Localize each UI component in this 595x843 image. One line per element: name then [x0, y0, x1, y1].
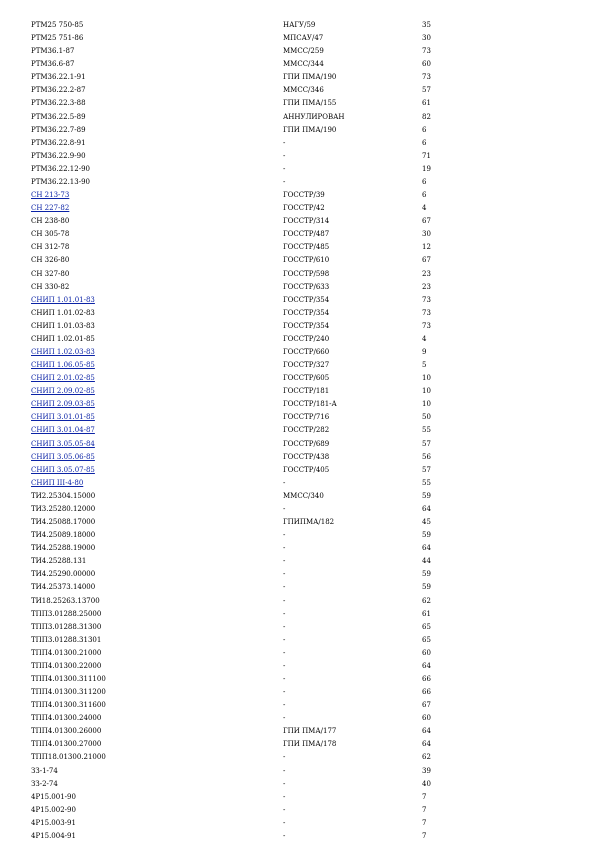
document-code: ТПП4.01300.27000 [31, 740, 102, 749]
number-cell: 45 [422, 518, 431, 527]
reference-cell: АННУЛИРОВАН [283, 112, 345, 121]
reference-cell: - [283, 701, 286, 710]
document-code: РТМ36.22.3-88 [31, 99, 86, 108]
table-row [0, 372, 595, 385]
number-cell: 62 [422, 596, 431, 605]
reference-cell: ГПИ ПМА/190 [283, 73, 337, 82]
reference-cell: ГПИ ПМА/190 [283, 125, 337, 134]
document-code: ТИ4.25089.18000 [31, 531, 96, 540]
document-code: СН 326-80 [31, 256, 70, 265]
reference-cell: - [283, 570, 286, 579]
table-row [0, 111, 595, 124]
number-cell: 4 [422, 334, 427, 343]
document-code: СНИП 1.02.01-85 [31, 334, 95, 343]
table-row [0, 477, 595, 490]
number-cell: 57 [422, 465, 431, 474]
document-code: ТИ2.25304.15000 [31, 491, 96, 500]
number-cell: 59 [422, 491, 431, 500]
document-code: СНИП 1.01.02-83 [31, 308, 95, 317]
table-row [0, 725, 595, 738]
number-cell: 67 [422, 217, 431, 226]
table-row [0, 751, 595, 764]
table-row [0, 268, 595, 281]
document-code: СН 238-80 [31, 217, 70, 226]
reference-cell: ГПИ ПМА/177 [283, 727, 337, 736]
table-row [0, 385, 595, 398]
number-cell: 71 [422, 151, 431, 160]
number-cell: 39 [422, 766, 431, 775]
reference-cell: - [283, 831, 286, 840]
number-cell: 9 [422, 348, 427, 356]
document-code: ТПП18.01300.21000 [31, 753, 106, 762]
number-cell: 67 [422, 256, 431, 265]
document-code: ТИ4.25290.00000 [31, 570, 96, 579]
number-cell: 65 [422, 635, 431, 644]
reference-cell: - [283, 635, 286, 644]
number-cell: 6 [422, 138, 427, 147]
table-row [0, 241, 595, 254]
document-code: ТПП4.01300.311200 [31, 688, 106, 697]
table-row [0, 124, 595, 137]
number-cell: 60 [422, 714, 431, 723]
table-row [0, 163, 595, 176]
number-cell: 7 [422, 831, 427, 840]
reference-cell: ГОССТР/405 [283, 465, 330, 474]
table-row [0, 621, 595, 634]
reference-cell: ГПИПМА/182 [283, 518, 335, 527]
document-code: ТПП3.01288.31300 [31, 622, 102, 631]
table-row [0, 137, 595, 150]
number-cell: 60 [422, 60, 431, 69]
reference-cell: ГОССТР/485 [283, 243, 330, 252]
reference-cell: ММСС/259 [283, 47, 324, 56]
document-code-link[interactable]: СНИП 1.02.03-83 [31, 348, 95, 356]
reference-cell: - [283, 138, 286, 147]
reference-cell: - [283, 177, 286, 186]
document-code-link[interactable]: СНИП 3.01.04-87 [31, 426, 95, 435]
number-cell: 73 [422, 47, 431, 56]
number-cell: 64 [422, 544, 431, 553]
reference-cell: - [283, 164, 286, 173]
number-cell: 73 [422, 308, 431, 317]
document-code: ЗЗ-1-74 [31, 766, 58, 775]
number-cell: 73 [422, 295, 431, 304]
document-code-link[interactable]: СНИП 2.09.02-85 [31, 387, 95, 396]
reference-cell: ГПИ ПМА/178 [283, 740, 337, 749]
table-row [0, 71, 595, 84]
number-cell: 6 [422, 191, 427, 200]
number-cell: 64 [422, 727, 431, 736]
table-row [0, 765, 595, 778]
number-cell: 64 [422, 740, 431, 749]
number-cell: 4 [422, 204, 427, 213]
document-code: СН 330-82 [31, 282, 70, 291]
document-code-link[interactable]: СНИП III-4-80 [31, 478, 84, 487]
table-row [0, 411, 595, 424]
table-row [0, 424, 595, 437]
reference-cell: - [283, 714, 286, 723]
reference-cell: ГОССТР/633 [283, 282, 330, 291]
reference-cell: - [283, 766, 286, 775]
number-cell: 66 [422, 688, 431, 697]
reference-cell: - [283, 544, 286, 553]
number-cell: 19 [422, 164, 431, 173]
reference-cell: ГОССТР/327 [283, 361, 330, 370]
reference-cell: ГОССТР/354 [283, 295, 330, 304]
number-cell: 55 [422, 426, 431, 435]
document-code: РТМ36.22.5-89 [31, 112, 86, 121]
table-row [0, 84, 595, 97]
number-cell: 12 [422, 243, 431, 252]
reference-cell: ГОССТР/181-А [283, 400, 337, 409]
reference-cell: - [283, 792, 286, 801]
table-row [0, 215, 595, 228]
table-row [0, 634, 595, 647]
document-code: СН 327-80 [31, 269, 70, 278]
reference-cell: ГОССТР/689 [283, 439, 330, 448]
document-code: СН 305-78 [31, 230, 70, 239]
number-cell: 23 [422, 269, 431, 278]
number-cell: 66 [422, 675, 431, 683]
reference-cell: - [283, 688, 286, 697]
document-code: РТМ36.22.13-90 [31, 177, 90, 186]
document-code: РТМ25 751-86 [31, 34, 84, 43]
document-code-link[interactable]: СН 227-82 [31, 204, 70, 213]
reference-cell: МПСАУ/47 [283, 34, 324, 43]
number-cell: 23 [422, 282, 431, 291]
reference-cell: - [283, 151, 286, 160]
document-code-link[interactable]: СН 213-73 [31, 191, 70, 200]
table-row [0, 791, 595, 804]
document-code: ТПП4.01300.21000 [31, 648, 102, 657]
table-row [0, 712, 595, 725]
reference-cell: - [283, 583, 286, 592]
number-cell: 10 [422, 387, 431, 396]
table-row [0, 45, 595, 58]
number-cell: 73 [422, 321, 431, 330]
reference-cell: - [283, 805, 286, 814]
reference-cell: ГОССТР/610 [283, 256, 330, 265]
reference-cell: - [283, 596, 286, 605]
reference-cell: ГОССТР/314 [283, 217, 330, 226]
table-row [0, 529, 595, 542]
reference-cell: - [283, 531, 286, 540]
reference-cell: ГОССТР/354 [283, 321, 330, 330]
number-cell: 10 [422, 400, 431, 409]
document-code: ТПП3.01288.31301 [31, 635, 102, 644]
reference-cell: - [283, 557, 286, 566]
number-cell: 64 [422, 504, 431, 513]
number-cell: 57 [422, 439, 431, 448]
reference-cell: ГОССТР/354 [283, 308, 330, 317]
table-row [0, 32, 595, 45]
reference-cell: ГОССТР/39 [283, 191, 325, 200]
number-cell: 65 [422, 622, 431, 631]
reference-cell: ГОССТР/660 [283, 348, 330, 356]
table-row [0, 19, 595, 32]
number-cell: 82 [422, 112, 431, 121]
reference-cell: ГОССТР/282 [283, 426, 330, 435]
number-cell: 59 [422, 531, 431, 540]
table-row [0, 438, 595, 451]
table-row [0, 97, 595, 110]
number-cell: 5 [422, 361, 427, 370]
table-row [0, 320, 595, 333]
reference-cell: ГОССТР/181 [283, 387, 330, 396]
reference-cell: ММСС/340 [283, 491, 324, 500]
document-code-link[interactable]: СНИП 1.01.01-83 [31, 295, 95, 304]
number-cell: 6 [422, 177, 427, 186]
document-code: ТПП4.01300.24000 [31, 714, 102, 723]
number-cell: 64 [422, 661, 431, 670]
number-cell: 7 [422, 818, 427, 827]
document-code-link[interactable]: СНИП 3.01.01-85 [31, 413, 95, 422]
number-cell: 50 [422, 413, 431, 422]
table-row [0, 673, 595, 686]
number-cell: 59 [422, 583, 431, 592]
reference-cell: - [283, 661, 286, 670]
document-code: ТПП4.01300.26000 [31, 727, 102, 736]
table-row [0, 490, 595, 503]
document-code: ТПП3.01288.25000 [31, 609, 102, 618]
reference-cell: - [283, 648, 286, 657]
reference-cell: - [283, 609, 286, 618]
reference-cell: - [283, 478, 286, 487]
table-row [0, 150, 595, 163]
number-cell: 61 [422, 99, 431, 108]
table-row [0, 660, 595, 673]
number-cell: 59 [422, 570, 431, 579]
reference-cell: - [283, 622, 286, 631]
document-code: ТИ4.25288.19000 [31, 544, 96, 553]
table-row [0, 451, 595, 464]
reference-cell: - [283, 504, 286, 513]
number-cell: 35 [422, 21, 431, 29]
reference-cell: - [283, 753, 286, 762]
number-cell: 40 [422, 779, 431, 788]
number-cell: 30 [422, 230, 431, 239]
document-code: ЗЗ-2-74 [31, 779, 58, 788]
document-code: РТМ36.1-87 [31, 47, 75, 56]
table-row [0, 595, 595, 608]
document-code: СН 312-78 [31, 243, 70, 252]
document-code-link[interactable]: СНИП 3.05.07-85 [31, 465, 95, 474]
reference-cell: ГПИ ПМА/155 [283, 99, 337, 108]
document-code: 4Р15.002-90 [31, 805, 76, 814]
document-code: РТМ36.6-87 [31, 60, 75, 69]
table-row [0, 647, 595, 660]
number-cell: 73 [422, 73, 431, 82]
table-row [0, 555, 595, 568]
number-cell: 55 [422, 478, 431, 487]
document-code-link[interactable]: СНИП 3.05.06-85 [31, 452, 95, 461]
number-cell: 44 [422, 557, 431, 566]
document-code: ТИ3.25280.12000 [31, 504, 96, 513]
document-code-link[interactable]: СНИП 2.09.03-85 [31, 400, 95, 409]
document-code-link[interactable]: СНИП 1.06.05-85 [31, 361, 95, 370]
table-row [0, 346, 595, 359]
document-code: 4Р15.003-91 [31, 818, 76, 827]
number-cell: 30 [422, 34, 431, 43]
table-row [0, 176, 595, 189]
table-row [0, 202, 595, 215]
table-row [0, 307, 595, 320]
document-code-link[interactable]: СНИП 2.01.02-85 [31, 374, 95, 383]
table-row [0, 817, 595, 830]
document-code: РТМ36.22.7-89 [31, 125, 86, 134]
reference-cell: ГОССТР/487 [283, 230, 330, 239]
reference-cell: НАГУ/59 [283, 21, 316, 29]
document-code: РТМ36.22.9-90 [31, 151, 86, 160]
document-code: РТМ25 750-85 [31, 21, 84, 29]
number-cell: 60 [422, 648, 431, 657]
table-row [0, 254, 595, 267]
table-row [0, 738, 595, 751]
table-row [0, 542, 595, 555]
table-row [0, 398, 595, 411]
document-code: РТМ36.22.12-90 [31, 164, 90, 173]
number-cell: 62 [422, 753, 431, 762]
reference-cell: ГОССТР/598 [283, 269, 330, 278]
table-row [0, 333, 595, 346]
document-code-link[interactable]: СНИП 3.05.05-84 [31, 439, 95, 448]
table-row [0, 228, 595, 241]
table-row [0, 830, 595, 843]
number-cell: 56 [422, 452, 431, 461]
table-row [0, 778, 595, 791]
table-row [0, 608, 595, 621]
reference-cell: - [283, 675, 286, 683]
table-row [0, 581, 595, 594]
table-row [0, 686, 595, 699]
table-row [0, 503, 595, 516]
table-row [0, 294, 595, 307]
document-code: ТИ4.25088.17000 [31, 518, 96, 527]
table-row [0, 58, 595, 71]
reference-cell: ГОССТР/42 [283, 204, 325, 213]
table-row [0, 568, 595, 581]
table-row [0, 281, 595, 294]
number-cell: 7 [422, 792, 427, 801]
number-cell: 57 [422, 86, 431, 95]
document-code: ТИ4.25373.14000 [31, 583, 96, 592]
reference-cell: - [283, 779, 286, 788]
table-row [0, 516, 595, 529]
document-code: СНИП 1.01.03-83 [31, 321, 95, 330]
number-cell: 61 [422, 609, 431, 618]
number-cell: 10 [422, 374, 431, 383]
number-cell: 67 [422, 701, 431, 710]
document-code: ТПП4.01300.22000 [31, 661, 102, 670]
document-code: ТПП4.01300.311100 [31, 675, 106, 683]
number-cell: 6 [422, 125, 427, 134]
document-code: РТМ36.22.2-87 [31, 86, 86, 95]
reference-cell: ГОССТР/438 [283, 452, 330, 461]
document-code: ТИ4.25288.131 [31, 557, 87, 566]
document-code: ТПП4.01300.311600 [31, 701, 106, 710]
reference-cell: ГОССТР/240 [283, 334, 330, 343]
reference-cell: ММСС/344 [283, 60, 324, 69]
table-row [0, 804, 595, 817]
document-code: РТМ36.22.1-91 [31, 73, 86, 82]
table-row [0, 359, 595, 372]
table-row [0, 464, 595, 477]
reference-cell: ММСС/346 [283, 86, 324, 95]
reference-cell: - [283, 818, 286, 827]
reference-cell: ГОССТР/605 [283, 374, 330, 383]
document-code: 4Р15.004-91 [31, 831, 76, 840]
table-row [0, 699, 595, 712]
table-row [0, 189, 595, 202]
document-code: РТМ36.22.8-91 [31, 138, 86, 147]
document-code: ТИ18.25263.13700 [31, 596, 100, 605]
document-code: 4Р15.001-90 [31, 792, 76, 801]
reference-cell: ГОССТР/716 [283, 413, 330, 422]
number-cell: 7 [422, 805, 427, 814]
